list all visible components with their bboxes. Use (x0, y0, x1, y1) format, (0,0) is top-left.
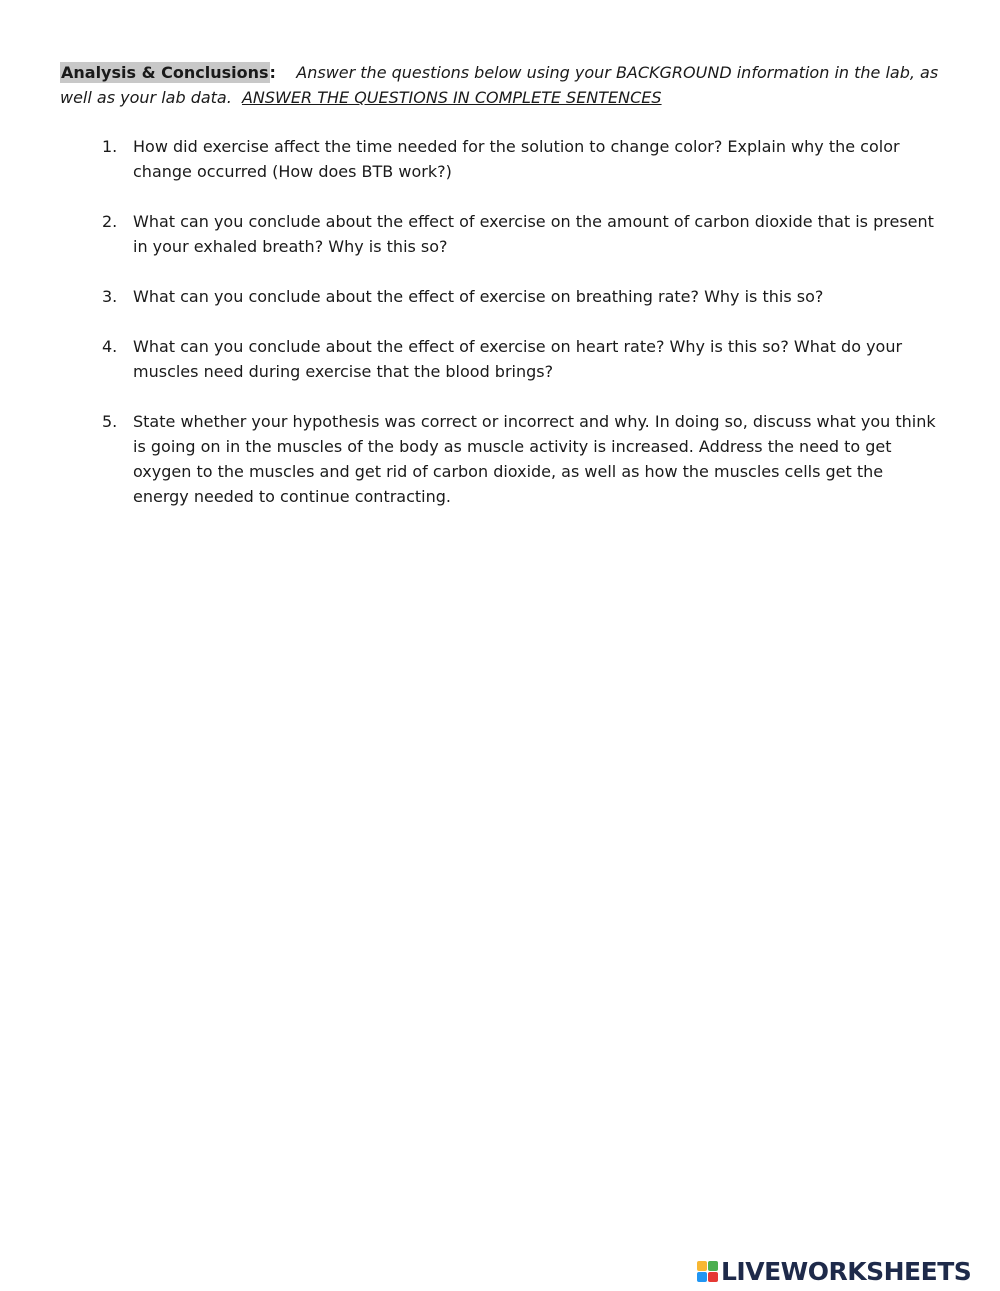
question-number: 3. (102, 287, 118, 306)
logo-mark-square (697, 1261, 707, 1271)
section-heading: Analysis & Conclusions (61, 63, 269, 82)
logo-mark-square (708, 1261, 718, 1271)
logo-mark-square (697, 1272, 707, 1282)
question-number: 4. (102, 337, 118, 356)
question-text: State whether your hypothesis was correct or incorrect and why. In doing so, discuss what you think is going on in the muscles of the body as muscle activity is increased. Address the need to get oxygen to the muscles and get rid of carbon dioxide, as well as how the muscles cells get the energy needed to continue contracting. (133, 412, 936, 506)
question-item (100, 334, 940, 384)
intro-line-1: Answer the questions below using your BACKGROUND information in the lab, (296, 63, 915, 82)
question-item (100, 134, 940, 184)
logo-text: LIVEWORKSHEETS (721, 1256, 972, 1286)
intro-line-2: as well as your lab data. (60, 63, 939, 107)
question-number: 5. (102, 412, 118, 431)
logo-mark-square (708, 1272, 718, 1282)
liveworksheets-logo (697, 1256, 971, 1286)
question-number: 1. (102, 137, 118, 156)
question-number: 2. (102, 212, 118, 231)
question-item (100, 409, 940, 509)
question-text: What can you conclude about the effect of exercise on heart rate? Why is this so? What do your muscles need during exercise that the blood brings? (133, 337, 903, 381)
question-list (100, 134, 940, 534)
question-item (100, 284, 940, 309)
logo-mark-icon (697, 1261, 718, 1282)
intro-paragraph (60, 60, 940, 110)
question-text: What can you conclude about the effect of exercise on breathing rate? Why is this so? (133, 287, 824, 306)
question-item (100, 209, 940, 259)
section-heading-colon: : (269, 63, 276, 82)
intro-instruction: ANSWER THE QUESTIONS IN COMPLETE SENTENCES (241, 88, 662, 107)
question-text: How did exercise affect the time needed for the solution to change color? Explain why the color change occurred (How does BTB work?) (133, 137, 900, 181)
question-text: What can you conclude about the effect of exercise on the amount of carbon dioxide that is present in your exhaled breath? Why is this so? (133, 212, 934, 256)
